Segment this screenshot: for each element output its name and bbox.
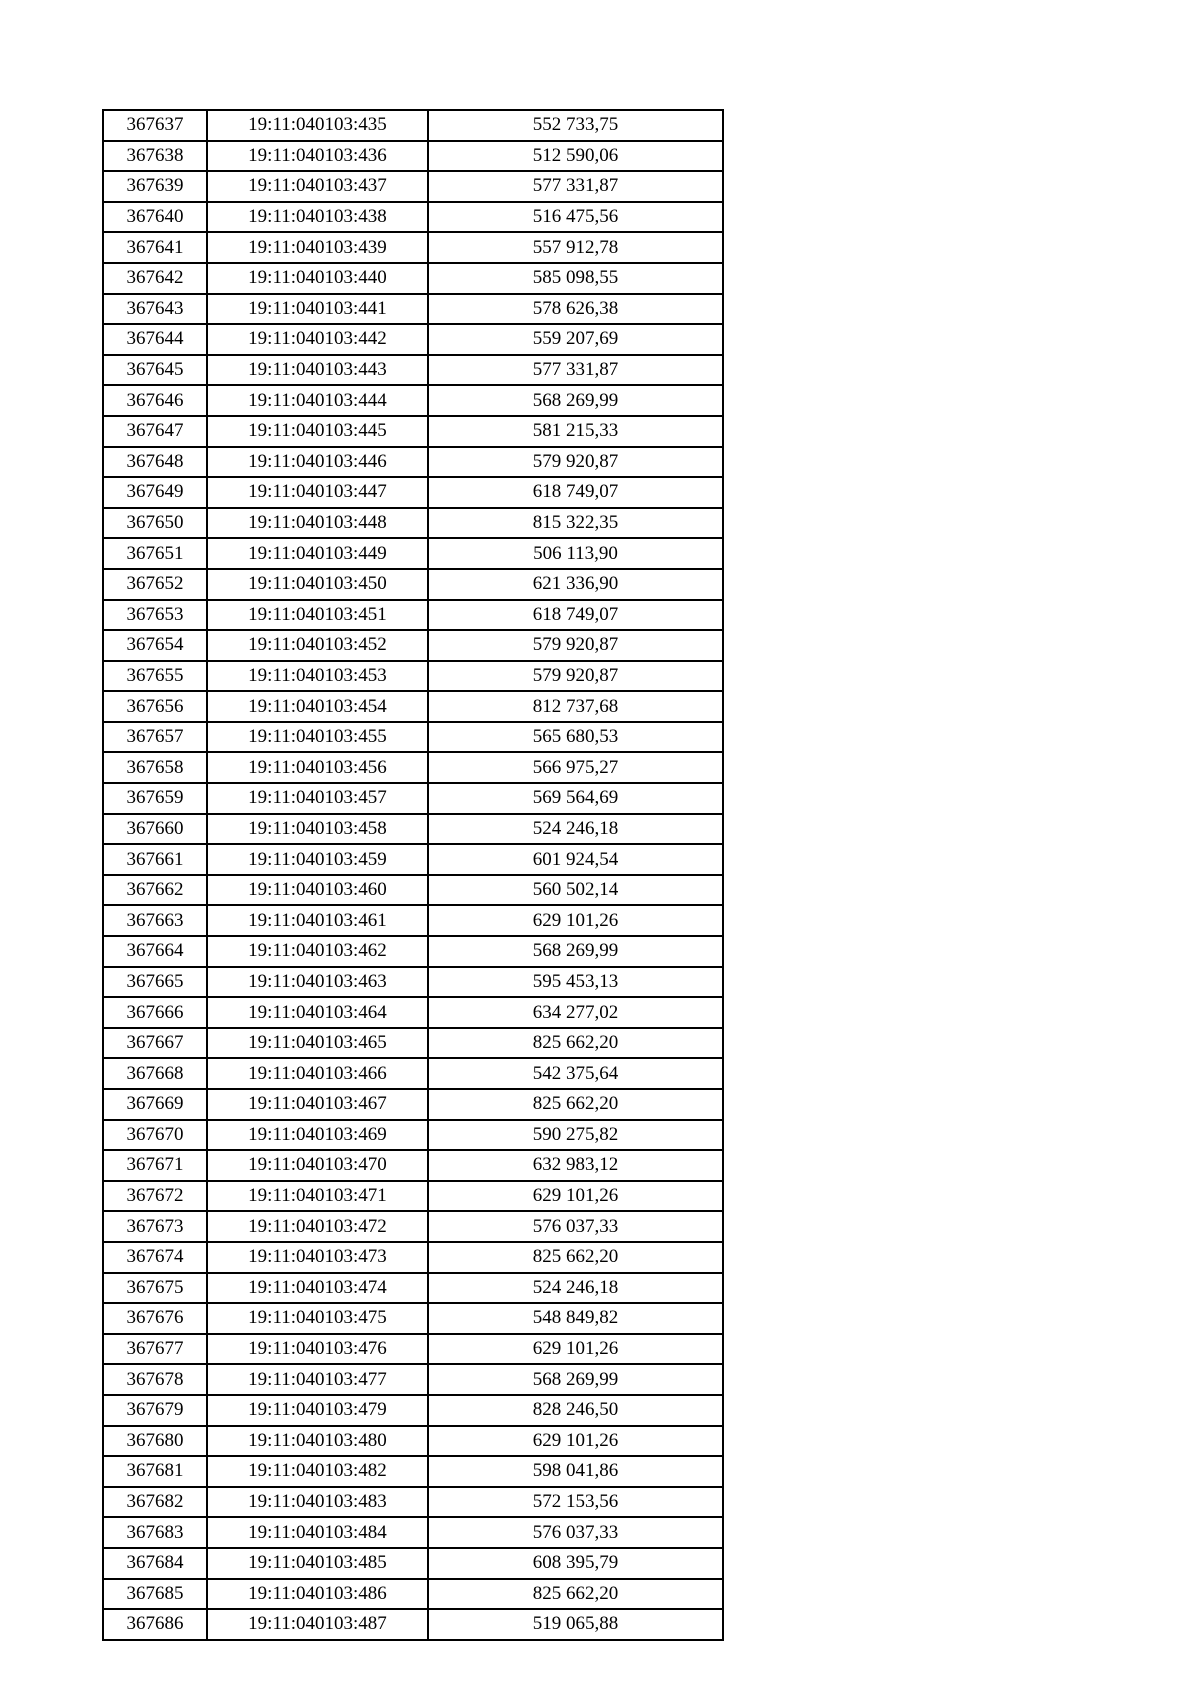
table-row	[103, 1487, 723, 1518]
cadastral-number-cell: 19:11:040103:440	[207, 263, 428, 294]
table-row	[103, 1517, 723, 1548]
record-number-cell: 367652	[103, 569, 207, 600]
cadastral-value-cell: 524 246,18	[428, 1273, 723, 1304]
cadastral-number-cell: 19:11:040103:463	[207, 967, 428, 998]
table-row	[103, 110, 723, 141]
table-row	[103, 171, 723, 202]
cadastral-value-cell: 548 849,82	[428, 1303, 723, 1334]
cadastral-number-cell: 19:11:040103:445	[207, 416, 428, 447]
cadastral-number-cell: 19:11:040103:485	[207, 1548, 428, 1579]
table-row	[103, 477, 723, 508]
table-row	[103, 1089, 723, 1120]
record-number-cell: 367658	[103, 752, 207, 783]
record-number-cell: 367647	[103, 416, 207, 447]
cadastral-value-cell: 629 101,26	[428, 1181, 723, 1212]
cadastral-number-cell: 19:11:040103:484	[207, 1517, 428, 1548]
cadastral-number-cell: 19:11:040103:454	[207, 691, 428, 722]
record-number-cell: 367642	[103, 263, 207, 294]
record-number-cell: 367661	[103, 844, 207, 875]
record-number-cell: 367665	[103, 967, 207, 998]
cadastral-number-cell: 19:11:040103:444	[207, 385, 428, 416]
record-number-cell: 367669	[103, 1089, 207, 1120]
table-row	[103, 202, 723, 233]
record-number-cell: 367686	[103, 1609, 207, 1640]
record-number-cell: 367638	[103, 141, 207, 172]
cadastral-number-cell: 19:11:040103:480	[207, 1426, 428, 1457]
record-number-cell: 367675	[103, 1273, 207, 1304]
cadastral-value-cell: 815 322,35	[428, 508, 723, 539]
cadastral-number-cell: 19:11:040103:461	[207, 905, 428, 936]
cadastral-number-cell: 19:11:040103:465	[207, 1028, 428, 1059]
table-row	[103, 905, 723, 936]
cadastral-value-cell: 577 331,87	[428, 171, 723, 202]
record-number-cell: 367672	[103, 1181, 207, 1212]
cadastral-number-cell: 19:11:040103:438	[207, 202, 428, 233]
cadastral-value-cell: 825 662,20	[428, 1028, 723, 1059]
record-number-cell: 367644	[103, 324, 207, 355]
cadastral-number-cell: 19:11:040103:453	[207, 661, 428, 692]
table-row	[103, 783, 723, 814]
table-body	[103, 110, 723, 1640]
table-row	[103, 814, 723, 845]
record-number-cell: 367649	[103, 477, 207, 508]
record-number-cell: 367656	[103, 691, 207, 722]
cadastral-number-cell: 19:11:040103:479	[207, 1395, 428, 1426]
cadastral-value-cell: 634 277,02	[428, 997, 723, 1028]
cadastral-value-cell: 601 924,54	[428, 844, 723, 875]
cadastral-value-cell: 608 395,79	[428, 1548, 723, 1579]
record-number-cell: 367653	[103, 600, 207, 631]
record-number-cell: 367648	[103, 447, 207, 478]
table-row	[103, 447, 723, 478]
table-row	[103, 508, 723, 539]
table-row	[103, 1058, 723, 1089]
cadastral-value-cell: 569 564,69	[428, 783, 723, 814]
record-number-cell: 367655	[103, 661, 207, 692]
record-number-cell: 367676	[103, 1303, 207, 1334]
table-row	[103, 294, 723, 325]
cadastral-value-cell: 590 275,82	[428, 1120, 723, 1151]
record-number-cell: 367651	[103, 538, 207, 569]
table-row	[103, 1120, 723, 1151]
cadastral-number-cell: 19:11:040103:439	[207, 232, 428, 263]
table-row	[103, 1609, 723, 1640]
cadastral-value-cell: 576 037,33	[428, 1517, 723, 1548]
record-number-cell: 367682	[103, 1487, 207, 1518]
record-number-cell: 367646	[103, 385, 207, 416]
record-number-cell: 367667	[103, 1028, 207, 1059]
cadastral-number-cell: 19:11:040103:469	[207, 1120, 428, 1151]
table-row	[103, 141, 723, 172]
table-row	[103, 416, 723, 447]
cadastral-value-cell: 560 502,14	[428, 875, 723, 906]
table-row	[103, 691, 723, 722]
cadastral-value-cell: 577 331,87	[428, 355, 723, 386]
cadastral-number-cell: 19:11:040103:472	[207, 1211, 428, 1242]
table-row	[103, 232, 723, 263]
record-number-cell: 367671	[103, 1150, 207, 1181]
table-row	[103, 630, 723, 661]
cadastral-value-cell: 565 680,53	[428, 722, 723, 753]
cadastral-number-cell: 19:11:040103:449	[207, 538, 428, 569]
table-row	[103, 1273, 723, 1304]
table-row	[103, 538, 723, 569]
cadastral-value-cell: 578 626,38	[428, 294, 723, 325]
cadastral-value-cell: 629 101,26	[428, 905, 723, 936]
cadastral-number-cell: 19:11:040103:448	[207, 508, 428, 539]
cadastral-value-cell: 552 733,75	[428, 110, 723, 141]
record-number-cell: 367662	[103, 875, 207, 906]
record-number-cell: 367668	[103, 1058, 207, 1089]
cadastral-number-cell: 19:11:040103:435	[207, 110, 428, 141]
table-row	[103, 1211, 723, 1242]
cadastral-number-cell: 19:11:040103:436	[207, 141, 428, 172]
table-row	[103, 1456, 723, 1487]
table-row	[103, 324, 723, 355]
record-number-cell: 367639	[103, 171, 207, 202]
table-row	[103, 600, 723, 631]
record-number-cell: 367678	[103, 1364, 207, 1395]
table-row	[103, 569, 723, 600]
table-row	[103, 722, 723, 753]
cadastral-value-cell: 579 920,87	[428, 630, 723, 661]
table-row	[103, 385, 723, 416]
cadastral-number-cell: 19:11:040103:442	[207, 324, 428, 355]
cadastral-number-cell: 19:11:040103:462	[207, 936, 428, 967]
table-row	[103, 355, 723, 386]
cadastral-value-cell: 812 737,68	[428, 691, 723, 722]
cadastral-number-cell: 19:11:040103:474	[207, 1273, 428, 1304]
cadastral-number-cell: 19:11:040103:467	[207, 1089, 428, 1120]
cadastral-value-cell: 557 912,78	[428, 232, 723, 263]
table-row	[103, 1334, 723, 1365]
table-row	[103, 752, 723, 783]
cadastral-number-cell: 19:11:040103:451	[207, 600, 428, 631]
record-number-cell: 367677	[103, 1334, 207, 1365]
cadastral-number-cell: 19:11:040103:487	[207, 1609, 428, 1640]
record-number-cell: 367641	[103, 232, 207, 263]
cadastral-number-cell: 19:11:040103:464	[207, 997, 428, 1028]
table-row	[103, 967, 723, 998]
record-number-cell: 367650	[103, 508, 207, 539]
cadastral-number-cell: 19:11:040103:473	[207, 1242, 428, 1273]
record-number-cell: 367660	[103, 814, 207, 845]
record-number-cell: 367679	[103, 1395, 207, 1426]
cadastral-value-cell: 506 113,90	[428, 538, 723, 569]
cadastral-number-cell: 19:11:040103:455	[207, 722, 428, 753]
cadastral-number-cell: 19:11:040103:470	[207, 1150, 428, 1181]
cadastral-value-cell: 598 041,86	[428, 1456, 723, 1487]
cadastral-value-cell: 576 037,33	[428, 1211, 723, 1242]
cadastral-value-cell: 621 336,90	[428, 569, 723, 600]
table-row	[103, 997, 723, 1028]
cadastral-number-cell: 19:11:040103:486	[207, 1579, 428, 1610]
cadastral-value-cell: 825 662,20	[428, 1242, 723, 1273]
cadastral-number-cell: 19:11:040103:466	[207, 1058, 428, 1089]
cadastral-value-cell: 568 269,99	[428, 385, 723, 416]
table-row	[103, 1395, 723, 1426]
table-row	[103, 1548, 723, 1579]
cadastral-value-cell: 585 098,55	[428, 263, 723, 294]
cadastral-value-cell: 568 269,99	[428, 936, 723, 967]
record-number-cell: 367657	[103, 722, 207, 753]
cadastral-value-cell: 542 375,64	[428, 1058, 723, 1089]
record-number-cell: 367664	[103, 936, 207, 967]
table-row	[103, 936, 723, 967]
record-number-cell: 367673	[103, 1211, 207, 1242]
record-number-cell: 367663	[103, 905, 207, 936]
cadastral-value-cell: 559 207,69	[428, 324, 723, 355]
table-row	[103, 1579, 723, 1610]
table-row	[103, 1242, 723, 1273]
cadastral-number-cell: 19:11:040103:475	[207, 1303, 428, 1334]
record-number-cell: 367637	[103, 110, 207, 141]
record-number-cell: 367659	[103, 783, 207, 814]
cadastral-number-cell: 19:11:040103:458	[207, 814, 428, 845]
cadastral-value-cell: 825 662,20	[428, 1089, 723, 1120]
cadastral-value-cell: 579 920,87	[428, 661, 723, 692]
cadastral-number-cell: 19:11:040103:460	[207, 875, 428, 906]
record-number-cell: 367643	[103, 294, 207, 325]
cadastral-number-cell: 19:11:040103:457	[207, 783, 428, 814]
cadastral-value-cell: 629 101,26	[428, 1334, 723, 1365]
cadastral-number-cell: 19:11:040103:447	[207, 477, 428, 508]
cadastral-value-cell: 516 475,56	[428, 202, 723, 233]
record-number-cell: 367670	[103, 1120, 207, 1151]
cadastral-value-cell: 595 453,13	[428, 967, 723, 998]
table-row	[103, 1181, 723, 1212]
record-number-cell: 367666	[103, 997, 207, 1028]
cadastral-value-cell: 618 749,07	[428, 477, 723, 508]
table-row	[103, 1303, 723, 1334]
table-row	[103, 1150, 723, 1181]
cadastral-number-cell: 19:11:040103:446	[207, 447, 428, 478]
table-row	[103, 844, 723, 875]
cadastral-number-cell: 19:11:040103:471	[207, 1181, 428, 1212]
cadastral-value-cell: 566 975,27	[428, 752, 723, 783]
table-row	[103, 661, 723, 692]
record-number-cell: 367680	[103, 1426, 207, 1457]
record-number-cell: 367674	[103, 1242, 207, 1273]
record-number-cell: 367681	[103, 1456, 207, 1487]
cadastral-number-cell: 19:11:040103:483	[207, 1487, 428, 1518]
cadastral-value-cell: 519 065,88	[428, 1609, 723, 1640]
record-number-cell: 367683	[103, 1517, 207, 1548]
record-number-cell: 367645	[103, 355, 207, 386]
record-number-cell: 367640	[103, 202, 207, 233]
cadastral-number-cell: 19:11:040103:459	[207, 844, 428, 875]
cadastral-number-cell: 19:11:040103:456	[207, 752, 428, 783]
cadastral-value-cell: 828 246,50	[428, 1395, 723, 1426]
cadastral-number-cell: 19:11:040103:477	[207, 1364, 428, 1395]
table-row	[103, 1426, 723, 1457]
cadastral-value-cell: 825 662,20	[428, 1579, 723, 1610]
cadastral-value-cell: 524 246,18	[428, 814, 723, 845]
cadastral-value-cell: 632 983,12	[428, 1150, 723, 1181]
cadastral-number-cell: 19:11:040103:437	[207, 171, 428, 202]
record-number-cell: 367654	[103, 630, 207, 661]
cadastral-number-cell: 19:11:040103:476	[207, 1334, 428, 1365]
record-number-cell: 367684	[103, 1548, 207, 1579]
table-row	[103, 1028, 723, 1059]
record-number-cell: 367685	[103, 1579, 207, 1610]
cadastral-value-cell: 568 269,99	[428, 1364, 723, 1395]
cadastral-number-cell: 19:11:040103:482	[207, 1456, 428, 1487]
table-row	[103, 263, 723, 294]
cadastral-number-cell: 19:11:040103:450	[207, 569, 428, 600]
cadastral-value-cell: 512 590,06	[428, 141, 723, 172]
cadastral-value-cell: 581 215,33	[428, 416, 723, 447]
cadastral-number-cell: 19:11:040103:441	[207, 294, 428, 325]
cadastral-value-cell: 618 749,07	[428, 600, 723, 631]
cadastral-number-cell: 19:11:040103:452	[207, 630, 428, 661]
cadastral-number-cell: 19:11:040103:443	[207, 355, 428, 386]
cadastral-value-cell: 579 920,87	[428, 447, 723, 478]
cadastral-value-cell: 572 153,56	[428, 1487, 723, 1518]
table-row	[103, 1364, 723, 1395]
cadastral-value-table	[102, 109, 724, 1641]
cadastral-value-cell: 629 101,26	[428, 1426, 723, 1457]
table-row	[103, 875, 723, 906]
